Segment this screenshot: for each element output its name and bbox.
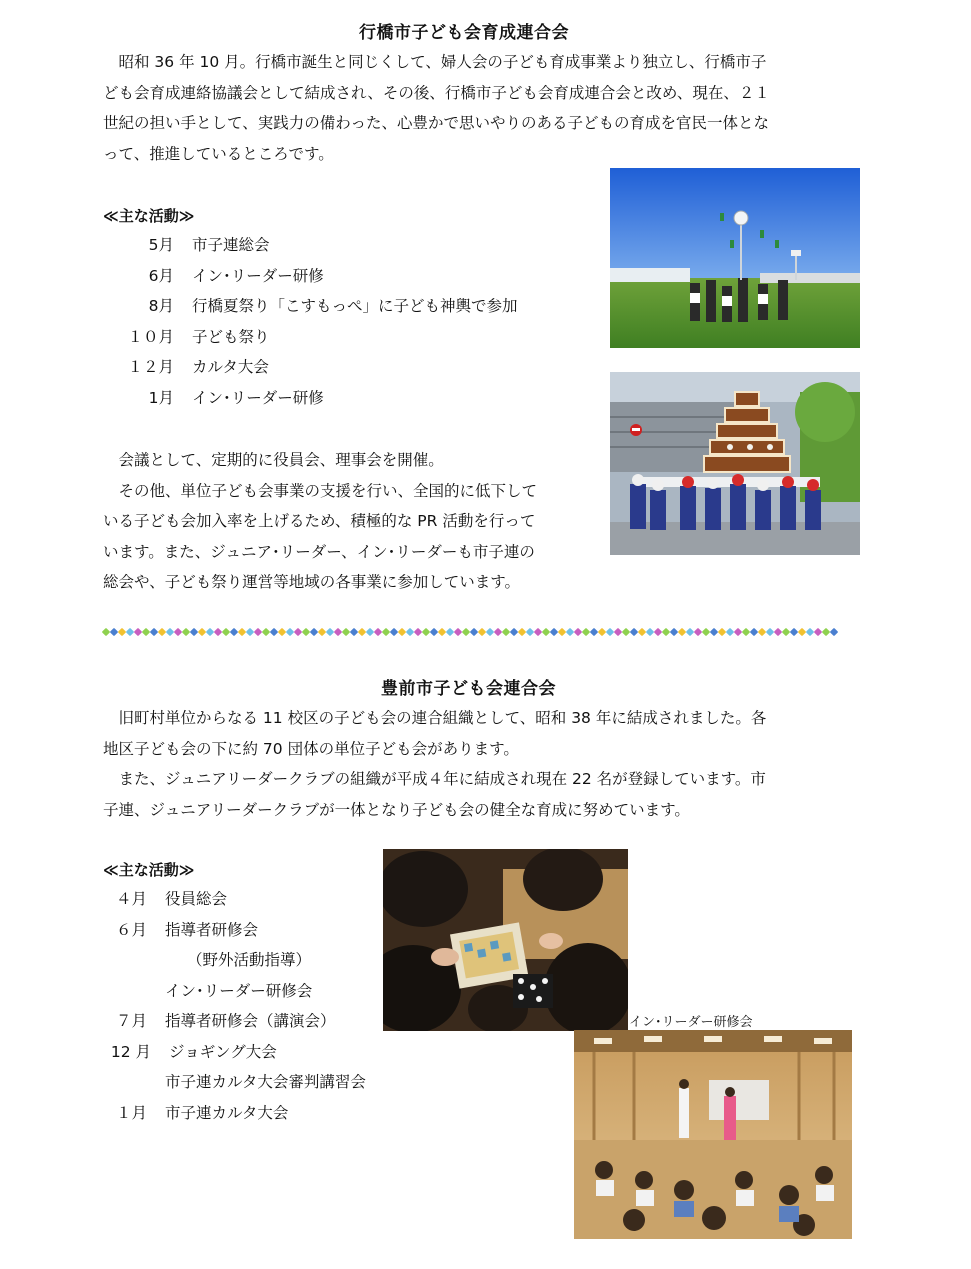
activity-text: 役員総会: [165, 890, 228, 908]
section1-closing-line: いる子ども会加入率を上げるため、積極的な PR 活動を行って: [103, 512, 536, 530]
activity-text: （野外活動指導）: [187, 951, 312, 969]
activity-month: ７月: [115, 1012, 147, 1030]
activity-text: 指導者研修会（講演会）: [165, 1012, 336, 1030]
decorative-divider: [103, 628, 849, 636]
activity-text: 行橋夏祭り「こすもっぺ」に子ども神輿で参加: [192, 297, 518, 315]
section1-activities-list: [118, 230, 518, 413]
activity-text: 市子連カルタ大会審判講習会: [165, 1073, 366, 1091]
activity-month: ６月: [115, 920, 147, 939]
section1-intro: [103, 47, 770, 169]
section1-closing-line: その他、単位子ども会事業の支援を行い、全国的に低下して: [103, 481, 538, 500]
activity-item: [103, 1006, 366, 1037]
activity-item: [118, 230, 518, 261]
photo-group-activity: [383, 849, 628, 1031]
photo-mikoshi-parade: [610, 372, 860, 555]
photo-icon: [383, 849, 628, 1031]
activity-month: 5月: [148, 236, 174, 254]
section2-intro-line: 子連、ジュニアリーダークラブが一体となり子ども会の健全な育成に努めています。: [103, 800, 690, 819]
activity-item: [103, 915, 366, 946]
section2-title: 豊前市子ども会連合会: [381, 679, 556, 699]
section2-activities-list: [103, 884, 366, 1128]
photo-icon: [610, 168, 860, 348]
section2-intro-line: 地区子ども会の下に約 70 団体の単位子ども会があります。: [103, 739, 519, 758]
section1-closing-line: 総会や、子ども祭り運営等地域の各事業に参加しています。: [103, 573, 520, 591]
activity-item: [103, 884, 366, 915]
activity-text: 子ども祭り: [192, 327, 270, 346]
activity-month: １２月: [127, 358, 174, 376]
activity-item: [118, 322, 518, 353]
section1-intro-line: 世紀の担い手として、実践力の備わった、心豊かで思いやりのある子どもの育成を官民一体とな: [103, 114, 770, 132]
divider-diamond: [830, 628, 838, 636]
activity-text: 指導者研修会: [165, 920, 259, 939]
activity-item: [103, 1098, 366, 1129]
activity-item: [118, 383, 518, 414]
activity-item: [103, 976, 366, 1007]
activity-text: 市子連総会: [192, 236, 270, 254]
activity-text: 市子連カルタ大会: [165, 1103, 289, 1122]
activity-month: 6月: [148, 266, 174, 285]
section2-intro-line: また、ジュニアリーダークラブの組織が平成４年に結成され現在 22 名が登録しています。市: [103, 770, 766, 788]
activity-item: [118, 291, 518, 322]
section2-intro-line: 旧町村単位からなる 11 校区の子ども会の連合組織として、昭和 38 年に結成されました。各: [103, 709, 767, 727]
activity-month: １月: [115, 1103, 147, 1122]
activity-item: [118, 261, 518, 292]
photo-field-event: [610, 168, 860, 348]
activity-text: イン･リーダー研修会: [165, 981, 313, 1000]
activity-month: 1月: [148, 388, 174, 407]
photo-training-hall: [574, 1030, 852, 1239]
section2-intro: [103, 703, 766, 825]
activity-month: １０月: [127, 327, 174, 346]
section1-title: 行橋市子ども会育成連合会: [359, 23, 569, 43]
activity-month: 8月: [148, 297, 174, 315]
section1-intro-line: 昭和 36 年 10 月。行橋市誕生と同じくして、婦人会の子ども育成事業より独立し、行橋市子: [103, 53, 767, 71]
section1-closing: [103, 445, 537, 598]
section1-closing-line: います。また、ジュニア･リーダー、イン･リーダーも市子連の: [103, 542, 535, 561]
photo-caption: イン･リーダー研修会: [629, 1015, 753, 1030]
activity-item: [103, 1067, 366, 1098]
section1-intro-line: って、推進しているところです。: [103, 144, 334, 163]
activity-month: ４月: [115, 890, 147, 908]
activity-text: イン･リーダー研修: [192, 266, 324, 285]
section1-closing-line: 会議として、定期的に役員会、理事会を開催。: [103, 451, 444, 469]
photo-icon: [610, 372, 860, 555]
section1-activities-heading: ≪主な活動≫: [103, 207, 195, 225]
activity-text: ジョギング大会: [169, 1042, 277, 1061]
photo-icon: [574, 1030, 852, 1239]
section2-activities-heading: ≪主な活動≫: [103, 861, 195, 879]
activity-item: [103, 1037, 366, 1068]
activity-item: [118, 352, 518, 383]
activity-text: イン･リーダー研修: [192, 388, 324, 407]
section1-intro-line: ども会育成連絡協議会として結成され、その後、行橋市子ども会育成連合会と改め、現在、２１: [103, 83, 770, 102]
activity-item: [103, 945, 366, 976]
activity-text: カルタ大会: [192, 358, 269, 376]
activity-month: 12 月: [110, 1042, 151, 1061]
